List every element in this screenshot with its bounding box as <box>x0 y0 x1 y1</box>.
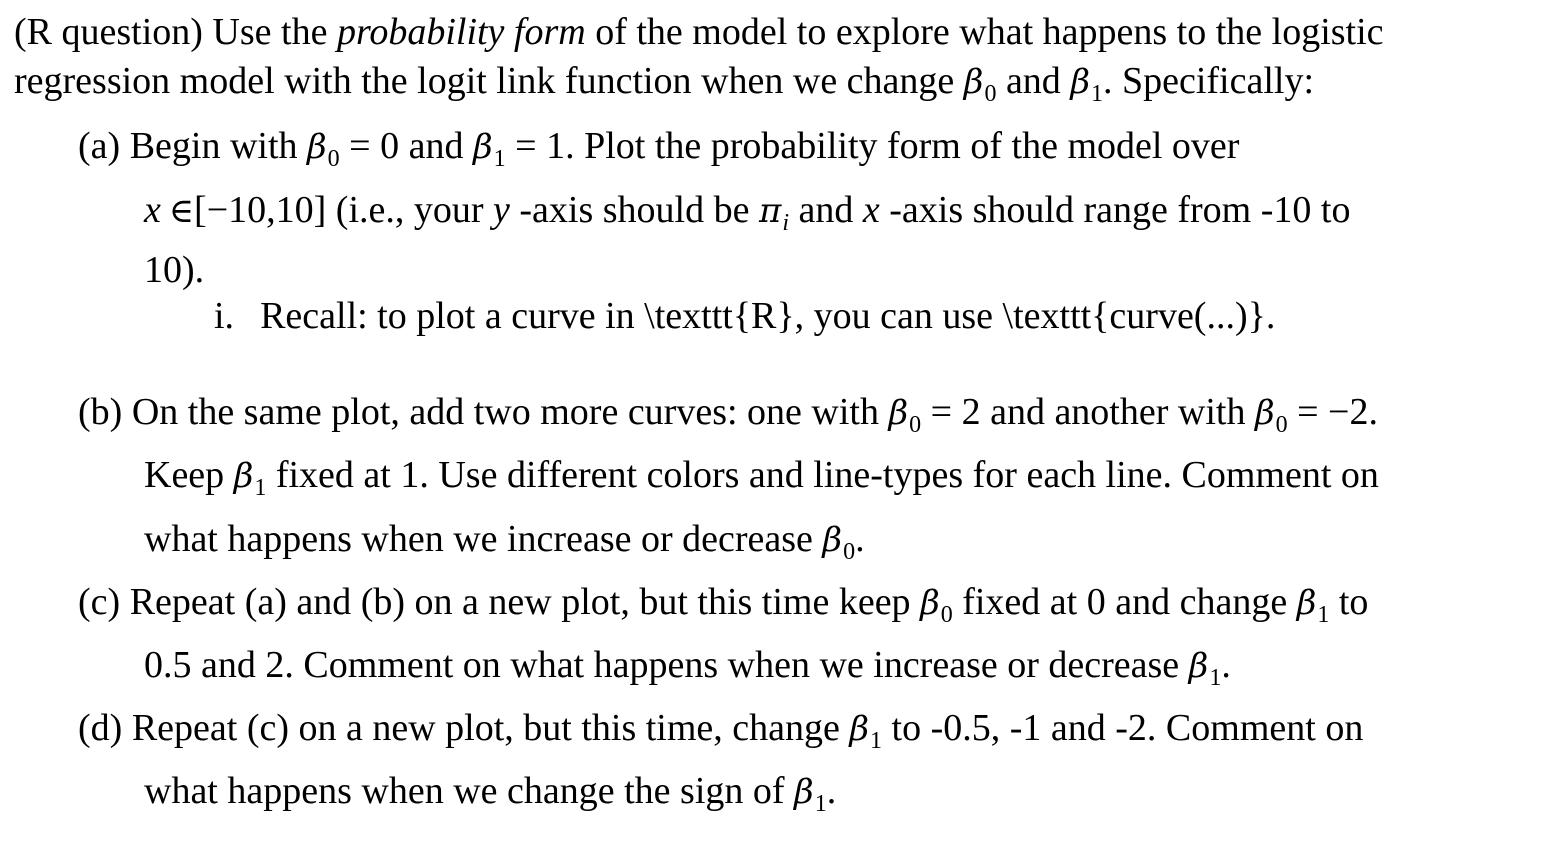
beta-symbol: β <box>307 127 327 167</box>
y-variable: y <box>493 189 510 231</box>
intro-text: . Specifically: <box>1102 60 1315 102</box>
part-text: fixed at 0 and change <box>952 581 1297 623</box>
part-d-line-1 <box>78 706 1364 754</box>
part-label: (a) <box>78 125 121 167</box>
beta-symbol: β <box>849 709 870 749</box>
intro-text: and <box>996 60 1071 102</box>
part-text: . <box>855 518 865 560</box>
beta-symbol: β <box>1070 62 1090 102</box>
part-d-line-2 <box>144 769 837 817</box>
subscript: 1 <box>870 728 883 754</box>
part-a-line-1 <box>78 124 1240 172</box>
range-text: [−10,10] <box>194 189 327 231</box>
part-text: and another with <box>980 391 1255 433</box>
part-text: -axis should be <box>509 189 759 231</box>
part-text: (i.e., your <box>326 189 494 231</box>
part-text: Keep <box>144 454 234 496</box>
beta-symbol: β <box>888 393 909 433</box>
part-text: and <box>399 125 473 167</box>
part-text: fixed at 1. Use different colors and line-types for each line. Comment on <box>266 454 1379 496</box>
subscript: 0 <box>1275 412 1288 438</box>
part-label: (b) <box>78 391 123 433</box>
part-a-subitem <box>214 294 1275 338</box>
emphasis-text: probability form <box>336 11 586 53</box>
beta-symbol: β <box>472 127 493 167</box>
equation-text: = 2 <box>921 391 981 433</box>
beta-symbol: β <box>1296 583 1317 623</box>
part-text: . <box>1368 391 1378 433</box>
beta-symbol: β <box>233 456 254 496</box>
part-text: Begin with <box>120 125 308 167</box>
equation-text: = 1 <box>505 125 566 167</box>
subscript: 0 <box>909 412 922 438</box>
subscript: 1 <box>1209 665 1222 691</box>
subscript: 0 <box>843 539 856 565</box>
part-text: -axis should range from -10 to <box>879 189 1351 231</box>
part-a-line-2 <box>144 188 1351 236</box>
part-text: 0.5 and 2. Comment on what happens when we increase or decrease <box>144 644 1189 686</box>
subscript: 1 <box>1090 81 1103 107</box>
subscript: 0 <box>940 602 953 628</box>
beta-symbol: β <box>1188 646 1209 686</box>
intro-text: (R question) Use the <box>14 11 337 53</box>
subscript: 1 <box>1317 602 1330 628</box>
part-text: to <box>1329 581 1369 623</box>
beta-symbol: β <box>963 62 984 102</box>
part-c-line-1 <box>78 580 1369 628</box>
subscript: 0 <box>984 81 997 107</box>
pi-symbol: π <box>758 191 782 231</box>
part-text: Repeat (a) and (b) on a new plot, but this time keep <box>120 581 921 623</box>
part-b-line-1 <box>78 390 1378 438</box>
part-b-line-3 <box>144 517 865 565</box>
beta-symbol: β <box>822 520 843 560</box>
part-text: On the same plot, add two more curves: one with <box>122 391 889 433</box>
beta-symbol: β <box>794 772 814 812</box>
beta-symbol: β <box>920 583 940 623</box>
part-c-line-2 <box>144 643 1231 691</box>
subitem-text: Recall: to plot a curve in \texttt{R}, you can use \texttt{curve(...)}. <box>260 295 1276 337</box>
x-variable: x <box>144 189 161 231</box>
part-text: to -0.5, -1 and -2. Comment on <box>882 707 1364 749</box>
part-text: what happens when we increase or decrease <box>144 518 823 560</box>
intro-line-2 <box>14 59 1315 107</box>
subscript: 1 <box>493 146 506 172</box>
part-label: (d) <box>78 707 123 749</box>
equation-text: = 0 <box>339 125 400 167</box>
part-text: . Plot the probability form of the model over <box>565 125 1240 167</box>
part-text: . <box>826 770 837 812</box>
intro-text: of the model to explore what happens to the logistic <box>585 11 1384 53</box>
x-variable: x <box>862 189 880 231</box>
beta-symbol: β <box>1254 393 1275 433</box>
intro-line-1 <box>14 10 1384 54</box>
subscript: 0 <box>327 146 340 172</box>
part-a-line-3 <box>144 248 204 292</box>
part-text: 10). <box>144 249 205 291</box>
part-text: what happens when we change the sign of <box>144 770 795 812</box>
part-text: and <box>789 189 863 231</box>
part-text: Repeat (c) on a new plot, but this time, change <box>122 707 850 749</box>
element-of-symbol: ∈ <box>168 191 195 231</box>
subscript: 1 <box>254 475 267 501</box>
subscript: i <box>782 210 790 236</box>
part-text: . <box>1221 644 1231 686</box>
intro-text: regression model with the logit link function when we change <box>14 60 964 102</box>
subscript: 1 <box>814 791 827 817</box>
subitem-label: i. <box>214 295 235 337</box>
equation-text: = −2 <box>1287 391 1369 433</box>
part-b-line-2 <box>144 453 1379 501</box>
part-label: (c) <box>78 581 121 623</box>
